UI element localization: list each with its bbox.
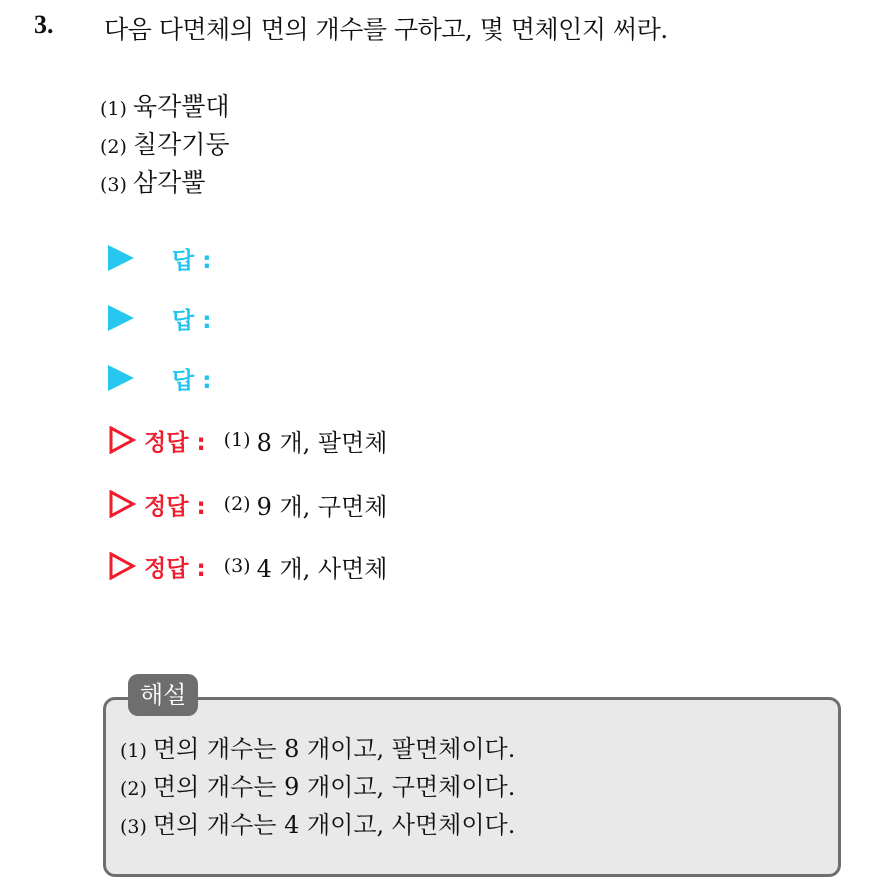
answer-number: (1) — [223, 429, 251, 451]
play-triangle-icon — [108, 305, 134, 331]
explanation-text: 면의 개수는 8 개이고, 팔면체이다. — [152, 735, 516, 763]
explanation-number: (1) — [120, 740, 147, 762]
question-items — [100, 88, 230, 202]
correct-answer-label: 정답 : — [144, 555, 206, 582]
correct-answer-label: 정답 : — [144, 493, 206, 520]
answer-blank[interactable] — [108, 240, 211, 276]
explanation-line — [120, 806, 515, 844]
answer-blank[interactable] — [108, 360, 211, 396]
item-number: (2) — [100, 136, 127, 158]
question-item — [100, 126, 230, 164]
answer-number: (2) — [223, 493, 251, 515]
outline-triangle-icon — [108, 426, 136, 454]
answer-blank[interactable] — [108, 300, 211, 336]
answer-blank-label: 답 : — [172, 247, 212, 274]
answer-text: 8 개, 팔면체 — [256, 428, 388, 457]
item-number: (1) — [100, 98, 127, 120]
question-text: 다음 다면체의 면의 개수를 구하고, 몇 면체인지 써라. — [104, 15, 668, 44]
correct-answer — [108, 420, 387, 460]
explanation-text: 면의 개수는 4 개이고, 사면체이다. — [152, 811, 516, 839]
play-triangle-icon — [108, 365, 134, 391]
answer-blank-label: 답 : — [172, 307, 212, 334]
correct-answer-label: 정답 : — [144, 429, 206, 456]
question-item — [100, 88, 230, 126]
explanation-number: (2) — [120, 778, 147, 800]
item-text: 칠각기둥 — [132, 130, 230, 159]
explanation-number: (3) — [120, 816, 147, 838]
answer-number: (3) — [223, 555, 251, 577]
question-item — [100, 164, 230, 202]
explanation-lines — [120, 730, 515, 844]
item-number: (3) — [100, 174, 127, 196]
explanation-line — [120, 768, 515, 806]
outline-triangle-icon — [108, 490, 136, 518]
outline-triangle-icon — [108, 552, 136, 580]
correct-answer — [108, 546, 387, 586]
play-triangle-icon — [108, 245, 134, 271]
correct-answer — [108, 484, 387, 524]
item-text: 육각뿔대 — [132, 92, 230, 121]
item-text: 삼각뿔 — [132, 168, 206, 197]
question-number: 3. — [34, 10, 54, 39]
answer-text: 4 개, 사면체 — [256, 554, 388, 583]
explanation-title: 해설 — [128, 674, 198, 716]
answer-text: 9 개, 구면체 — [256, 492, 388, 521]
explanation-text: 면의 개수는 9 개이고, 구면체이다. — [152, 773, 516, 801]
answer-blank-label: 답 : — [172, 367, 212, 394]
explanation-line — [120, 730, 515, 768]
